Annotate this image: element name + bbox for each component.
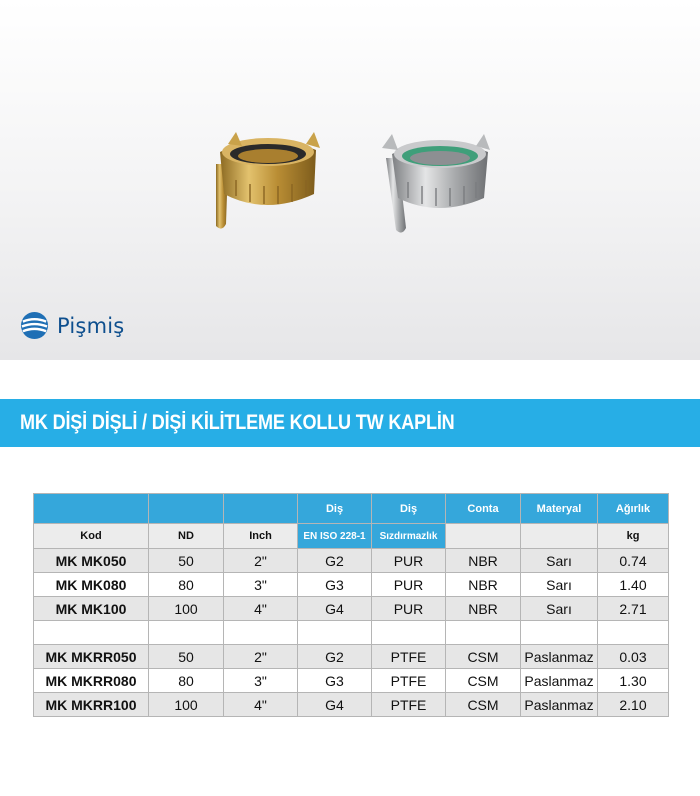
header-cell xyxy=(34,494,149,524)
cell-materyal: Sarı xyxy=(521,573,598,597)
cell-sizdirmazlik: PUR xyxy=(372,573,446,597)
table-row xyxy=(34,597,669,621)
empty-cell xyxy=(224,621,298,645)
header-cell-inch: Inch xyxy=(224,524,298,549)
brand-logo[interactable] xyxy=(20,311,124,340)
cell-kod: MK MK100 xyxy=(34,597,149,621)
cell-inch: 4" xyxy=(224,693,298,717)
cell-inch: 3" xyxy=(224,669,298,693)
table-subheader-row xyxy=(34,524,669,549)
header-cell xyxy=(149,494,224,524)
cell-agirlik: 2.10 xyxy=(598,693,669,717)
header-cell-iso: EN ISO 228-1 xyxy=(298,524,372,549)
cell-dis: G2 xyxy=(298,549,372,573)
cell-nd: 80 xyxy=(149,573,224,597)
cell-materyal: Paslanmaz xyxy=(521,669,598,693)
cell-sizdirmazlik: PTFE xyxy=(372,645,446,669)
empty-cell xyxy=(446,621,521,645)
cell-inch: 2" xyxy=(224,645,298,669)
cell-kod: MK MK050 xyxy=(34,549,149,573)
cell-inch: 4" xyxy=(224,597,298,621)
table-spacer-row xyxy=(34,621,669,645)
empty-cell xyxy=(372,621,446,645)
cell-agirlik: 2.71 xyxy=(598,597,669,621)
header-cell xyxy=(521,524,598,549)
cell-kod: MK MK080 xyxy=(34,573,149,597)
header-cell: Materyal xyxy=(521,494,598,524)
header-cell: Conta xyxy=(446,494,521,524)
header-cell: Ağırlık xyxy=(598,494,669,524)
table-row xyxy=(34,669,669,693)
cell-dis: G3 xyxy=(298,669,372,693)
cell-materyal: Paslanmaz xyxy=(521,645,598,669)
cell-nd: 80 xyxy=(149,669,224,693)
product-hero xyxy=(0,0,700,360)
header-cell-kod: Kod xyxy=(34,524,149,549)
header-cell xyxy=(224,494,298,524)
table-row xyxy=(34,645,669,669)
cell-dis: G4 xyxy=(298,693,372,717)
table-row xyxy=(34,693,669,717)
brand-name: Pişmiş xyxy=(57,313,125,338)
cell-dis: G2 xyxy=(298,645,372,669)
section-banner xyxy=(0,399,700,447)
header-cell-nd: ND xyxy=(149,524,224,549)
empty-cell xyxy=(598,621,669,645)
header-cell-kg: kg xyxy=(598,524,669,549)
cell-dis: G3 xyxy=(298,573,372,597)
cell-sizdirmazlik: PTFE xyxy=(372,693,446,717)
empty-cell xyxy=(521,621,598,645)
cell-materyal: Sarı xyxy=(521,597,598,621)
cell-agirlik: 0.74 xyxy=(598,549,669,573)
cell-sizdirmazlik: PUR xyxy=(372,597,446,621)
cell-kod: MK MKRR050 xyxy=(34,645,149,669)
cell-agirlik: 0.03 xyxy=(598,645,669,669)
cell-dis: G4 xyxy=(298,597,372,621)
cell-nd: 50 xyxy=(149,549,224,573)
table-row xyxy=(34,549,669,573)
pismis-logo-icon xyxy=(20,311,49,340)
header-cell xyxy=(446,524,521,549)
section-title: MK DİŞİ DİŞLİ / DİŞİ KİLİTLEME KOLLU TW KAPLİN xyxy=(20,411,455,434)
cell-materyal: Sarı xyxy=(521,549,598,573)
cell-sizdirmazlik: PUR xyxy=(372,549,446,573)
table-header-row xyxy=(34,494,669,524)
cell-conta: CSM xyxy=(446,669,521,693)
cell-conta: NBR xyxy=(446,573,521,597)
cell-kod: MK MKRR100 xyxy=(34,693,149,717)
header-cell: Diş xyxy=(372,494,446,524)
empty-cell xyxy=(298,621,372,645)
empty-cell xyxy=(149,621,224,645)
cell-nd: 100 xyxy=(149,693,224,717)
cell-kod: MK MKRR080 xyxy=(34,669,149,693)
cell-conta: NBR xyxy=(446,597,521,621)
cell-nd: 50 xyxy=(149,645,224,669)
header-cell: Diş xyxy=(298,494,372,524)
spec-table xyxy=(33,493,669,717)
cell-sizdirmazlik: PTFE xyxy=(372,669,446,693)
empty-cell xyxy=(34,621,149,645)
cell-agirlik: 1.40 xyxy=(598,573,669,597)
cell-inch: 2" xyxy=(224,549,298,573)
cell-agirlik: 1.30 xyxy=(598,669,669,693)
table-row xyxy=(34,573,669,597)
brass-coupling-image xyxy=(206,124,328,234)
cell-conta: NBR xyxy=(446,549,521,573)
cell-materyal: Paslanmaz xyxy=(521,693,598,717)
cell-conta: CSM xyxy=(446,693,521,717)
header-cell-sizdirmazlik: Sızdırmazlık xyxy=(372,524,446,549)
cell-nd: 100 xyxy=(149,597,224,621)
steel-coupling-image xyxy=(378,128,500,238)
cell-inch: 3" xyxy=(224,573,298,597)
cell-conta: CSM xyxy=(446,645,521,669)
